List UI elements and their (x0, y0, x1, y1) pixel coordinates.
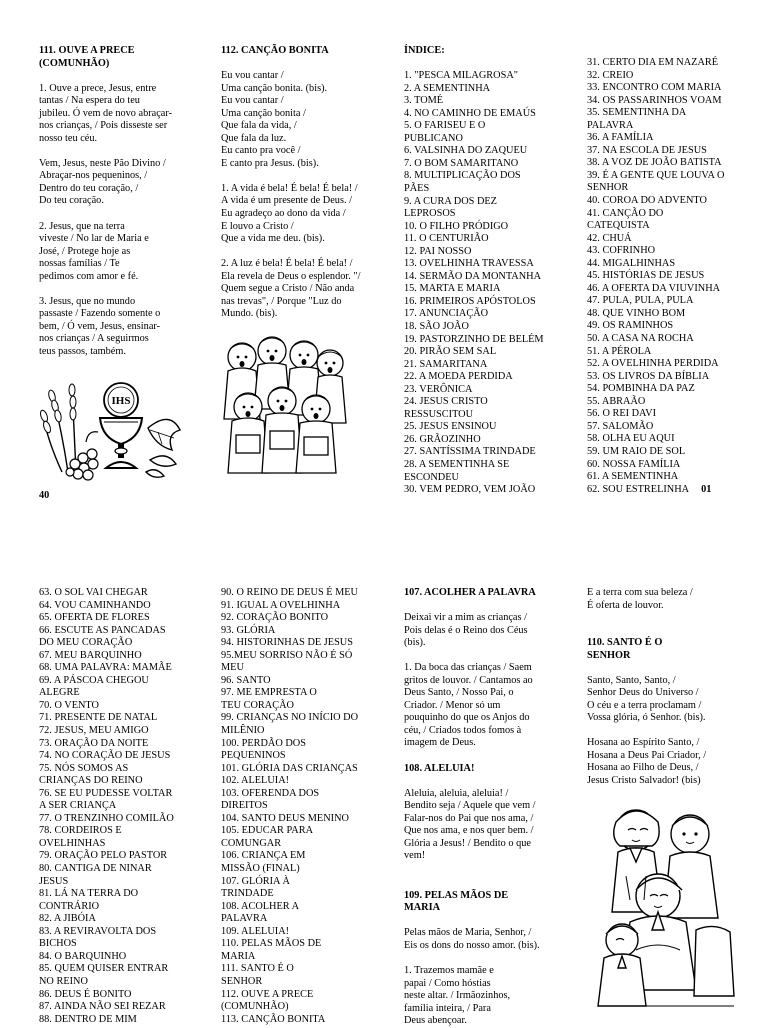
index-entry: 83. A REVIRAVOLTA DOS (39, 925, 157, 937)
index-entry: 30. VEM PEDRO, VEM JOÃO (404, 484, 536, 496)
index-entry: 80. CANTIGA DE NINAR (39, 863, 152, 875)
index-entry: 102. ALELUIA! (221, 775, 290, 787)
song-109-title: 109. PELAS MÃOS DE MARIA (404, 889, 509, 914)
songs-107-109-column (404, 587, 572, 1028)
index-entry: 49. OS RAMINHOS (587, 320, 674, 332)
index-entry: 69. A PÁSCOA CHEGOU (39, 674, 149, 686)
index-entry: A SER CRIANÇA (39, 800, 117, 812)
index-entry: 16. PRIMEIROS APÓSTOLOS (404, 295, 536, 307)
index-entry: MEU (221, 662, 244, 674)
index-entry: COMUNGAR (221, 837, 282, 849)
index-entry: PALAVRA (587, 119, 634, 131)
song-107-title: 107. ACOLHER A PALAVRA (404, 587, 536, 598)
song-110-column (587, 587, 755, 788)
index-entry: 88. DENTRO DE MIM (39, 1013, 137, 1025)
index-entry: 99. CRIANÇAS NO INÍCIO DO (221, 712, 359, 724)
song-112-stanza-2: 2. A luz é bela! É bela! É bela! / Ela revela de Deus o esplendor. "/ Quem segue a Cristo / Não anda nas trevas", / Porque "Luz do Mundo. (bis). (221, 258, 361, 320)
index-entry: CATEQUISTA (587, 220, 650, 232)
index-entry: SENHOR (587, 182, 629, 194)
index-title: ÍNDICE: (404, 45, 445, 56)
index-entry: 24. JESUS CRISTO (404, 396, 488, 408)
index-entry: 100. PERDÃO DOS (221, 737, 306, 749)
song-111-column (39, 45, 207, 358)
ihs-monogram: IHS (111, 395, 131, 407)
index-entry: 2. A SEMENTINHA (404, 82, 491, 94)
index-entry: 7. O BOM SAMARITANO (404, 157, 519, 169)
index-entry: TRINDADE (221, 888, 274, 900)
index-entry: 111. SANTO É O (221, 963, 294, 975)
index-entry: 13. OVELHINHA TRAVESSA (404, 258, 534, 270)
index-entry: TEU CORAÇÃO (221, 699, 294, 711)
index-entry: 106. CRIANÇA EM (221, 850, 306, 862)
index-entry: 68. UMA PALAVRA: MAMÃE (39, 662, 172, 674)
index-entry: 9. A CURA DOS DEZ (404, 195, 497, 207)
index-entry: 110. PELAS MÃOS DE (221, 938, 322, 950)
index-entry: 101. GLÓRIA DAS CRIANÇAS (221, 762, 358, 774)
song-110-title: 110. SANTO É O SENHOR (587, 637, 663, 661)
index-entry: 92. CORAÇÃO BONITO (221, 612, 329, 624)
song-112-title: 112. CANÇÃO BONITA (221, 45, 329, 56)
song-111-refrain: Vem, Jesus, neste Pão Divino / Abraçar-nos pequeninos, / Dentro do teu coração, / Do teu coração. (39, 157, 166, 207)
index-entry: 103. OFERENDA DOS (221, 787, 320, 799)
index-entry: OVELHINHAS (39, 837, 106, 849)
index-entry: 23. VERÔNICA (404, 383, 473, 395)
index-entry: DO MEU CORAÇÃO (39, 637, 133, 649)
index-entry: 64. VOU CAMINHANDO (39, 599, 151, 611)
song-108-title: 108. ALELUIA! (404, 762, 475, 774)
index-entry: 62. SOU ESTRELINHA (587, 483, 690, 495)
index-entry: 47. PULA, PULA, PULA (587, 295, 694, 307)
song-108-text: Aleluia, aleluia, aleluia! / Bendito seja / Aquele que vem / Falar-nos do Pai que nos ama, / Que nos ama, e nos quer bem. / Glória a Jesus! / Bendito o que vem! (404, 787, 536, 862)
index-entry: DIREITOS (221, 800, 268, 812)
index-entry: 18. SÃO JOÃO (404, 320, 469, 332)
index-entry: 82. A JIBÓIA (39, 913, 96, 925)
index-entry: 71. PRESENTE DE NATAL (39, 712, 158, 724)
index-entry: 79. ORAÇÃO PELO PASTOR (39, 850, 168, 862)
index-entry: 55. ABRAÃO (587, 395, 646, 407)
index-entry: 58. OLHA EU AQUI (587, 433, 675, 445)
index-entry: 8. MULTIPLICAÇÃO DOS (404, 170, 521, 182)
index-entry: 56. O REI DAVI (587, 408, 657, 420)
index-entry: 70. O VENTO (39, 699, 99, 711)
index-entry: 77. O TRENZINHO COMILÃO (39, 812, 174, 824)
index-entry: 87. AINDA NÃO SEI REZAR (39, 1001, 166, 1013)
index-entry: 96. SANTO (221, 674, 271, 686)
index-entry: 65. OFERTA DE FLORES (39, 612, 150, 624)
index-entry: 108. ACOLHER A (221, 900, 300, 912)
index-entry: 28. A SEMENTINHA SE (404, 459, 510, 470)
index-entry: 42. CHUÁ (587, 232, 632, 244)
index-entry: 12. PAI NOSSO (404, 245, 472, 257)
index-entry: 73. ORAÇÃO DA NOITE (39, 737, 149, 749)
song-111-stanza-2: 2. Jesus, que na terra viveste / No lar de Maria e José, / Protege hoje as nossas famílias / Te pedimos com amor e fé. (39, 220, 149, 282)
index-entry: 41. CANÇÃO DO (587, 207, 664, 219)
index-entry: 53. OS LIVROS DA BÍBLIA (587, 370, 710, 382)
index-entry: 19. PASTORZINHO DE BELÉM (404, 333, 544, 345)
index-entry: MISSÃO (FINAL) (221, 863, 300, 875)
index-entry: 43. COFRINHO (587, 245, 656, 257)
index-entry: 94. HISTORINHAS DE JESUS (221, 637, 353, 649)
index-entry: 104. SANTO DEUS MENINO (221, 812, 349, 824)
index-entry: 5. O FARISEU E O (404, 120, 486, 132)
index-entry: PEQUENINOS (221, 750, 286, 762)
index-entry: RESSUSCITOU (404, 408, 474, 420)
chalice-illustration (38, 372, 190, 484)
index-entry: 45. HISTÓRIAS DE JESUS (587, 270, 705, 282)
index-entry: 11. O CENTURIÃO (404, 233, 489, 245)
song-107-refrain: Deixai vir a mim as crianças / Pois delas é o Reino dos Céus (bis). (404, 612, 528, 649)
index-entry: ALEGRE (39, 687, 80, 699)
song-111-stanza-3: 3. Jesus, que no mundo passaste / Fazendo somente o bem, / Ó vem, Jesus, ensinar- nos crianças / A seguirmos teus passos, também. (39, 295, 161, 357)
index-entry: 63. O SOL VAI CHEGAR (39, 587, 148, 598)
song-109-continuation: E a terra com sua beleza / É oferta de louvor. (587, 587, 693, 611)
index-entry: 112. OUVE A PRECE (221, 988, 314, 1000)
index-entry: 33. ENCONTRO COM MARIA (587, 82, 722, 94)
index-entry: 48. QUE VINHO BOM (587, 307, 686, 319)
index-entry: ESCONDEU (404, 471, 459, 483)
index-entry: 72. JESUS, MEU AMIGO (39, 725, 149, 737)
index-entry: 17. ANUNCIAÇÃO (404, 308, 489, 320)
song-111-stanza-1: 1. Ouve a prece, Jesus, entre tantas / Na espera do teu jubileu. Ó vem de novo abraçar- nos crianças, / Pois disseste ser nosso teu céu. (39, 82, 173, 144)
index-entry: BICHOS (39, 938, 77, 950)
index-entry: 38. A VOZ DE JOÃO BATISTA (587, 157, 722, 169)
song-111-title: 111. OUVE A PRECE (COMUNHÃO) (39, 45, 135, 69)
index-entry: 36. A FAMÍLIA (587, 132, 654, 144)
index-column-4 (221, 587, 389, 1026)
song-109-refrain: Pelas mãos de Maria, Senhor, / Eis os dons do nosso amor. (bis). (404, 927, 540, 951)
index-entry: 66. ESCUTE AS PANCADAS (39, 624, 166, 636)
index-column-1 (404, 45, 572, 497)
song-110-stanza-1: Santo, Santo, Santo, / Senhor Deus do Universo / O céu e a terra proclamam / Vossa glória, ó Senhor. (bis). (587, 674, 706, 724)
index-entry: 26. GRÃOZINHO (404, 433, 481, 445)
page-number-left: 40 (39, 490, 50, 501)
index-entry-last (587, 484, 755, 497)
index-entry: 85. QUEM QUISER ENTRAR (39, 963, 169, 975)
index-entry: 74. NO CORAÇÃO DE JESUS (39, 750, 171, 762)
index-entry: NO REINO (39, 975, 88, 987)
song-112-stanza-1: 1. A vida é bela! É bela! É bela! / A vida é um presente de Deus. / Eu agradeço ao dono da vida / E louvo a Cristo / Que a vida me deu. (bis). (221, 182, 358, 245)
index-entry: 50. A CASA NA ROCHA (587, 333, 694, 345)
index-entry: 113. CANÇÃO BONITA (221, 1013, 326, 1025)
index-entry: PALAVRA (221, 913, 268, 925)
index-entry: 76. SE EU PUDESSE VOLTAR (39, 787, 173, 799)
index-entry: 6. VALSINHA DO ZAQUEU (404, 145, 528, 157)
index-entry: 107. GLÓRIA À (221, 875, 290, 887)
index-entry: 15. MARTA E MARIA (404, 283, 501, 295)
index-entry: MILÊNIO (221, 725, 265, 737)
index-entry: CONTRÁRIO (39, 900, 100, 912)
index-entry: 37. NA ESCOLA DE JESUS (587, 144, 707, 156)
index-column-3 (39, 587, 207, 1026)
index-entry: 39. É A GENTE QUE LOUVA O (587, 169, 725, 181)
index-entry: 91. IGUAL A OVELHINHA (221, 599, 341, 611)
page-number-right: 01 (701, 483, 712, 495)
song-109-stanza-1: 1. Trazemos mamãe e papai / Como hóstias neste altar. / Irmãozinhos, família inteira, / Para Deus abençoar. (404, 965, 511, 1027)
index-entry: 57. SALOMÃO (587, 420, 654, 432)
index-entry: (COMUNHÃO) (221, 1001, 289, 1013)
index-entry: 67. MEU BARQUINHO (39, 649, 142, 661)
index-entry: 52. A OVELHINHA PERDIDA (587, 358, 719, 370)
index-entry: 21. SAMARITANA (404, 358, 488, 370)
index-entry: 51. A PÉROLA (587, 345, 652, 357)
song-107-stanza-1: 1. Da boca das crianças / Saem gritos de louvor. / Cantamos ao Deus Santo, / Nosso Pai, o Criador. / Menor só um pouquinho do que os Anjos do céu, / Criados todos fomos à imagem de Deus. (404, 662, 533, 749)
index-entry: 4. NO CAMINHO DE EMAÚS (404, 107, 536, 119)
index-entry: 46. A OFERTA DA VIUVINHA (587, 282, 721, 294)
index-entry: 105. EDUCAR PARA (221, 825, 314, 837)
song-112-column (221, 45, 389, 321)
index-entry: LEPROSOS (404, 208, 456, 220)
index-entry: 44. MIGALHINHAS (587, 257, 676, 269)
index-entry: 32. CREIO (587, 69, 634, 81)
index-entry: 14. SERMÃO DA MONTANHA (404, 270, 542, 282)
index-entry: JESUS (39, 875, 69, 887)
index-entry: 97. ME EMPRESTA O (221, 687, 317, 699)
index-entry: MARIA (221, 950, 256, 962)
singing-children-illustration (220, 335, 350, 477)
index-list-1 (404, 70, 572, 497)
index-entry: 95.MEU SORRISO NÃO É SÓ (221, 649, 353, 661)
index-entry: 75. NÓS SOMOS AS (39, 762, 129, 774)
index-entry: 25. JESUS ENSINOU (404, 421, 497, 433)
index-column-2 (587, 57, 755, 496)
index-entry: 90. O REINO DE DEUS É MEU (221, 587, 358, 598)
index-entry: 34. OS PASSARINHOS VOAM (587, 94, 722, 106)
index-entry: 22. A MOEDA PERDIDA (404, 371, 513, 383)
index-entry: 54. POMBINHA DA PAZ (587, 383, 695, 395)
praying-children-illustration (596, 800, 736, 1018)
index-entry: 3. TOMÉ (404, 95, 444, 107)
index-entry: 60. NOSSA FAMÍLIA (587, 458, 681, 470)
index-entry: 109. ALELUIA! (221, 925, 290, 937)
song-112-refrain: Eu vou cantar / Uma canção bonita. (bis). Eu vou cantar / Uma canção bonita / Que fala da vida, / Que fala da luz. Eu canto pra você / E canto pra Jesus. (bis). (221, 70, 328, 169)
index-entry: CRIANÇAS DO REINO (39, 775, 143, 787)
index-entry: 78. CORDEIROS E (39, 825, 122, 837)
index-entry: SENHOR (221, 975, 263, 987)
index-entry: 10. O FILHO PRÓDIGO (404, 220, 509, 232)
index-entry: 61. A SEMENTINHA (587, 471, 679, 483)
index-entry: 84. O BARQUINHO (39, 950, 127, 962)
index-entry: 35. SEMENTINHA DA (587, 107, 687, 119)
index-entry: 20. PIRÃO SEM SAL (404, 346, 497, 358)
index-entry: 27. SANTÍSSIMA TRINDADE (404, 446, 536, 458)
index-entry: 40. COROA DO ADVENTO (587, 195, 707, 207)
index-entry: 1. "PESCA MILAGROSA" (404, 70, 518, 82)
index-entry: 81. LÁ NA TERRA DO (39, 888, 139, 900)
song-110-stanza-2: Hosana ao Espírito Santo, / Hosana a Deus Pai Criador, / Hosana ao Filho de Deus, / Jesus Cristo Salvador! (bis) (587, 737, 707, 787)
index-entry: 31. CERTO DIA EM NAZARÉ (587, 57, 719, 68)
index-entry: PÃES (404, 182, 430, 194)
index-entry: PUBLICANO (404, 132, 463, 144)
index-entry: 86. DEUS É BONITO (39, 988, 132, 1000)
index-entry: 93. GLÓRIA (221, 624, 276, 636)
index-entry: 59. UM RAIO DE SOL (587, 445, 686, 457)
